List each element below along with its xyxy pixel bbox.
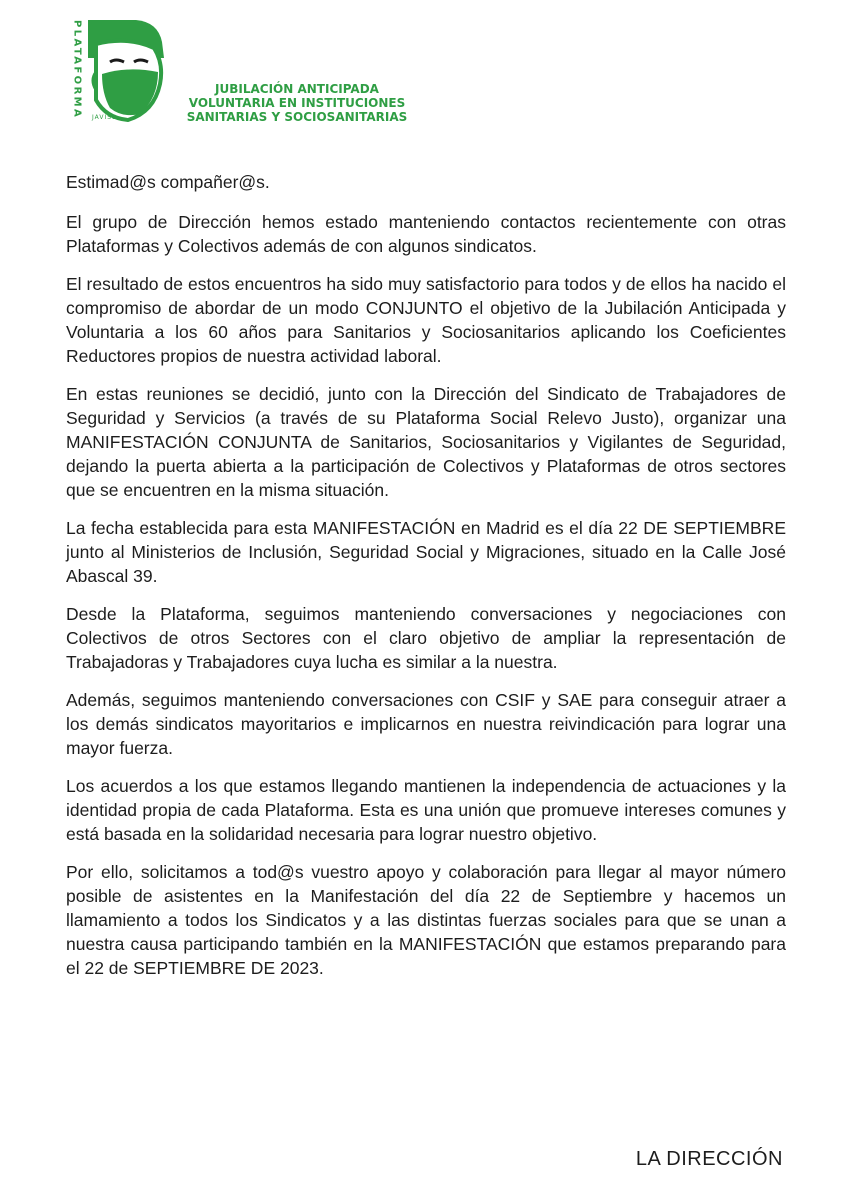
paragraph: Los acuerdos a los que estamos llegando mantienen la independencia de actuaciones y la identidad propia de cada Plataforma. Esta es una unión que promueve intereses comunes y está basada en la solidaridad necesaria para lograr nuestro objetivo. [66, 776, 786, 844]
paragraph: Además, seguimos manteniendo conversaciones con CSIF y SAE para conseguir atraer a los demás sindicatos mayoritarios e implicarnos en nuestra reivindicación para lograr una mayor fuerza. [66, 690, 786, 758]
greeting: Estimad@s compañer@s. [66, 172, 270, 192]
letter-body [66, 170, 786, 994]
signature: LA DIRECCIÓN [635, 1148, 783, 1170]
logo-title-line: VOLUNTARIA EN INSTITUCIONES [188, 96, 406, 110]
paragraph: El grupo de Dirección hemos estado manteniendo contactos recientemente con otras Plataformas y Colectivos además de con algunos sindicatos. [66, 212, 786, 256]
paragraph: Desde la Plataforma, seguimos manteniendo conversaciones y negociaciones con Colectivos de otros Sectores con el claro objetivo de ampliar la representación de Trabajadoras y Trabajadores cuya lucha es similar a la nuestra. [66, 604, 786, 672]
logo-title-line: JUBILACIÓN ANTICIPADA [215, 82, 379, 96]
paragraph: La fecha establecida para esta MANIFESTACIÓN en Madrid es el día 22 DE SEPTIEMBRE junto al Ministerios de Inclusión, Seguridad Social y Migraciones, situado en la Calle José Abascal 39. [66, 518, 786, 586]
letterhead [66, 18, 426, 126]
paragraph: En estas reuniones se decidió, junto con la Dirección del Sindicato de Trabajadores de Seguridad y Servicios (a través de su Plataforma Social Relevo Justo), organizar una MANIFESTACIÓN CONJUNTA de Sanitarios, Sociosanitarios y Vigilantes de Seguridad, dejando la puerta abierta a la participación de Colectivos y Plataformas de otros sectores que se encuentren en la misma situación. [66, 384, 786, 500]
paragraph: Por ello, solicitamos a tod@s vuestro apoyo y colaboración para llegar al mayor número posible de asistentes en la Manifestación del día 22 de Septiembre y hacemos un llamamiento a todos los Sindicatos y a las distintas fuerzas sociales para que se unan a nuestra causa participando también en la MANIFESTACIÓN que estamos preparando para el 22 de SEPTIEMBRE DE 2023. [66, 862, 786, 978]
logo-title [172, 82, 422, 124]
paragraph: El resultado de estos encuentros ha sido muy satisfactorio para todos y de ellos ha nacido el compromiso de abordar de un modo CONJUNTO el objetivo de la Jubilación Anticipada y Voluntaria a los 60 años para Sanitarios y Sociosanitarios aplicando los Coeficientes Reductores propios de nuestra actividad laboral. [66, 274, 786, 366]
logo-small-text: JAVISS [92, 114, 117, 121]
logo-vertical-text: PLATAFORMA [71, 20, 83, 120]
logo-title-line: SANITARIAS Y SOCIOSANITARIAS [186, 110, 408, 124]
